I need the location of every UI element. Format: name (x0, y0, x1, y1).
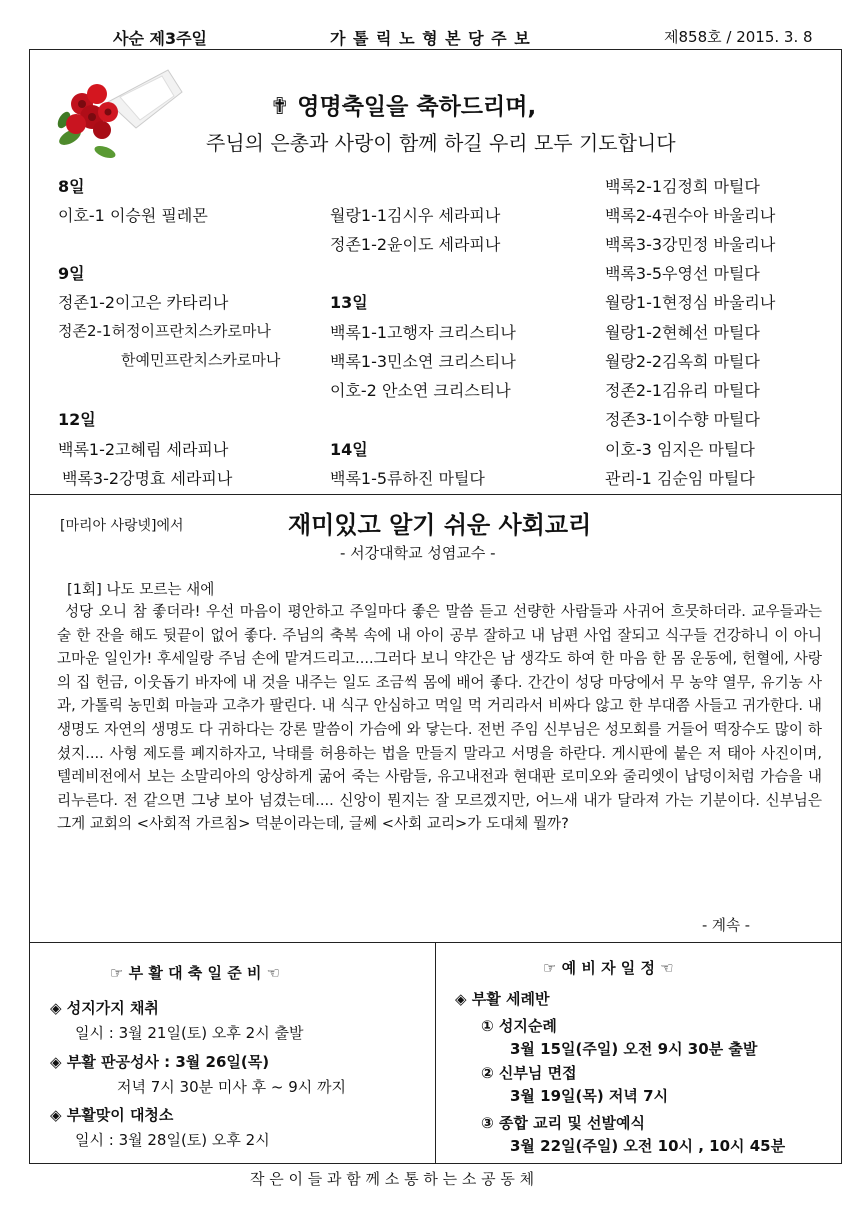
feast-subtitle: 주님의 은총과 사랑이 함께 하길 우리 모두 기도합니다 (206, 131, 676, 155)
feast-title: ✟ 영명축일을 축하드리며, (270, 94, 537, 120)
catechumen-step: ③ 종합 교리 및 선발예식 (481, 1114, 645, 1132)
feast-entry: 월랑1-1김시우 세라피나 (330, 206, 501, 225)
day-9: 9일 (58, 264, 85, 283)
feast-entry: 백록3-5우영선 마틸다 (605, 264, 760, 283)
day-13: 13일 (330, 293, 368, 312)
feast-entry: 한예민프란치스카로마나 (121, 351, 281, 369)
feast-entry: 관리-1 김순임 마틸다 (605, 469, 755, 488)
article-continued: - 계속 - (702, 917, 751, 934)
catechumen-step: ① 성지순례 (481, 1017, 557, 1035)
feast-entry: 이호-2 안소연 크리스티나 (330, 381, 511, 400)
article-title: 재미있고 알기 쉬운 사회교리 (288, 510, 592, 539)
bulletin-title: 가 톨 릭 노 형 본 당 주 보 (330, 29, 531, 48)
feast-entry: 백록1-5류하진 마틸다 (330, 469, 485, 488)
easter-item-title: ◈ 부활 판공성사 : 3월 26일(목) (50, 1053, 270, 1071)
feast-entry: 정존3-1이수향 마틸다 (605, 410, 760, 429)
feast-entry: 월랑1-2현혜선 마틸다 (605, 323, 760, 342)
feast-entry: 백록3-3강민정 바울리나 (605, 235, 776, 254)
divider-bottom-columns (435, 942, 436, 1163)
catechumen-step-line: 3월 19일(목) 저녁 7시 (510, 1087, 669, 1105)
feast-entry: 월랑2-2김옥희 마틸다 (605, 352, 760, 371)
catechumen-step: ② 신부님 면접 (481, 1064, 577, 1082)
catechumen-item-title: ◈ 부활 세례반 (455, 990, 550, 1008)
easter-item-line: 일시 : 3월 28일(토) 오후 2시 (75, 1131, 270, 1149)
week-label: 사순 제3주일 (113, 29, 207, 48)
feast-entry: 정존2-1허정이프란치스카로마나 (58, 322, 271, 340)
article-source: [마리아 사랑넷]에서 (60, 518, 184, 534)
feast-entry: 백록3-2강명효 세라피나 (62, 469, 233, 488)
feast-entry: 정존1-2이고은 카타리나 (58, 293, 229, 312)
feast-entry: 백록2-1김정희 마틸다 (605, 177, 760, 196)
issue-date: 제858호 / 2015. 3. 8 (664, 28, 813, 46)
feast-entry: 이호-1 이승원 필레몬 (58, 206, 208, 225)
catechumen-step-line: 3월 15일(주일) 오전 9시 30분 출발 (510, 1040, 758, 1058)
feast-entry: 백록1-1고행자 크리스티나 (330, 323, 516, 342)
feast-entry: 정존1-2윤이도 세라피나 (330, 235, 501, 254)
day-8: 8일 (58, 177, 85, 196)
article-author: - 서강대학교 성염교수 - (340, 544, 496, 562)
divider-feast (30, 494, 841, 495)
day-14: 14일 (330, 440, 368, 459)
feast-entry: 백록2-4권수아 바울리나 (605, 206, 776, 225)
easter-item-line: 일시 : 3월 21일(토) 오후 2시 출발 (75, 1024, 304, 1042)
article-heading: [1회] 나도 모르는 새에 (67, 581, 215, 598)
flower-bouquet-image (50, 62, 185, 172)
easter-item-title: ◈ 부활맞이 대청소 (50, 1106, 174, 1124)
article-body: 성당 오니 참 좋더라! 우선 마음이 평안하고 주일마다 좋은 말씀 듣고 선량한 사람들과 사귀어 흐뭇하더라. 교우들과는 술 한 잔을 해도 뒷끝이 없어 좋다. 주님의 축복 속에 내 아이 공부 잘하고 내 남편 사업 잘되고 식구들 건강하니 이 아니 고마운 일인가! 후세일랑 주님 손에 맡겨드리고....그러다 보니 약간은 남 생각도 하여 한 마음 한 몸 운동에, 헌혈에, 사랑의 집 헌금, 이웃돕기 바자에 내 것을 내주는 일도 조금씩 몸에 배어 좋다. 간간이 성당 마당에서 무 농약 열무, 유기농 사과, 가톨릭 농민회 마늘과 고추가 팔린다. 내 식구 안심하고 먹일 먹 거리라서 비싸다 않고 한 부대쯤 사들고 귀가한다. 내 생명도 자연의 생명도 다 귀하다는 강론 말씀이 가슴에 와 닿는다. 전번 주임 신부님은 성모회를 거들어 떡장수도 많이 하셨지.... 사형 제도를 폐지하자고, 낙태를 허용하는 법을 만들지 말라고 서명을 하란다. 게시판에 붙은 저 태아 사진이며, 텔레비전에서 보는 소말리아의 앙상하게 굶어 죽는 사람들, 유고내전과 현대판 로미오와 줄리엣이 납덩이처럼 가슴을 내리누른다. 전 같으면 그냥 보아 넘겼는데.... 신앙이 뭔지는 잘 모르겠지만, 어느새 내가 달라져 가는 기분이다. 신부님은 그게 교회의 <사회적 가르침> 덕분이라는데, 글쎄 <사회 교리>가 도대체 뭘까? (57, 603, 822, 833)
day-12: 12일 (58, 410, 96, 429)
catechumen-step-line: 3월 22일(주일) 오전 10시 , 10시 45분 (510, 1137, 786, 1155)
catechumen-title: ☞ 예 비 자 일 정 ☜ (543, 959, 674, 977)
easter-item-title: ◈ 성지가지 채취 (50, 999, 159, 1017)
feast-entry: 정존2-1김유리 마틸다 (605, 381, 760, 400)
footer-motto: 작 은 이 들 과 함 께 소 통 하 는 소 공 동 체 (250, 1170, 535, 1188)
feast-entry: 백록1-2고혜림 세라피나 (58, 440, 229, 459)
feast-entry: 백록1-3민소연 크리스티나 (330, 352, 516, 371)
feast-entry: 월랑1-1현정심 바울리나 (605, 293, 776, 312)
easter-item-line: 저녁 7시 30분 미사 후 ~ 9시 까지 (117, 1078, 347, 1096)
easter-title: ☞ 부 활 대 축 일 준 비 ☜ (110, 964, 281, 982)
feast-entry: 이호-3 임지은 마틸다 (605, 440, 755, 459)
